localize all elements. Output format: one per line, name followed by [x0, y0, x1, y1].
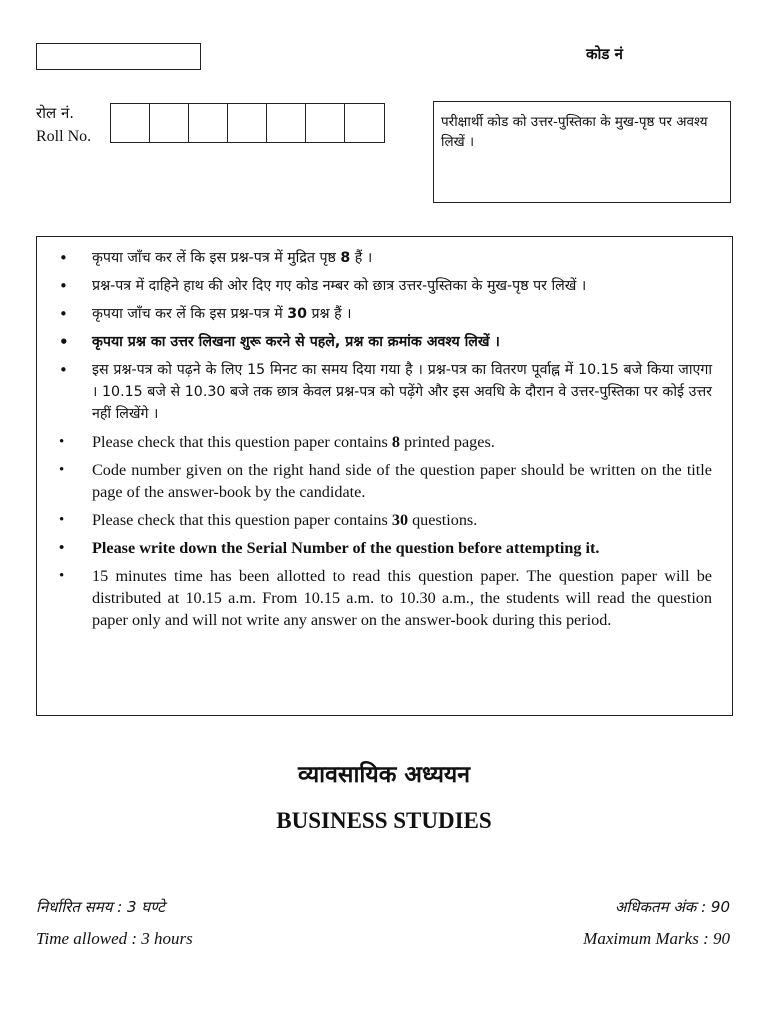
bullet-icon: • [59, 568, 65, 584]
roll-number-cell[interactable] [267, 104, 306, 142]
instruction-number: 8 [340, 250, 351, 266]
subject-title-hindi: व्यावसायिक अध्ययन [297, 762, 471, 788]
instruction-number: 30 [287, 306, 307, 322]
instruction-text: कृपया जाँच कर लें कि इस प्रश्न-पत्र में मुद्रित पृष्ठ [92, 250, 341, 266]
instruction-text: कृपया प्रश्न का उत्तर लिखना शुरू करने से पहले, प्रश्न का क्रमांक अवश्य लिखें । [92, 334, 500, 350]
instruction-item [59, 431, 712, 453]
instruction-text: Please write down the Serial Number of the question before attempting it. [92, 539, 600, 557]
roll-number-cell[interactable] [111, 104, 150, 142]
instruction-item [59, 565, 712, 631]
instruction-text-end: questions. [408, 511, 478, 529]
bullet-icon: • [59, 249, 68, 267]
subject-title-english: BUSINESS STUDIES [276, 808, 492, 833]
bullet-icon: • [59, 305, 68, 323]
instruction-item [59, 359, 712, 425]
maximum-marks-hindi: अधिकतम अंक : 90 [614, 898, 730, 916]
instruction-text: कृपया जाँच कर लें कि इस प्रश्न-पत्र में [92, 306, 288, 322]
roll-number-cell[interactable] [228, 104, 267, 142]
instructions-list [59, 247, 712, 631]
bullet-icon: • [59, 333, 69, 351]
instruction-text: इस प्रश्न-पत्र को पढ़ने के लिए 15 मिनट का समय दिया गया है । प्रश्न-पत्र का वितरण पूर्वाह्न में 10.15 बजे किया जाएगा । 10.15 बजे से 10.30 बजे तक छात्र केवल प्रश्न-पत्र को पढ़ेंगे और इस अवधि के दौरान वे उत्तर-पुस्तिका पर कोई उत्तर नहीं लिखेंगे । [92, 362, 712, 422]
roll-number-grid[interactable] [110, 103, 385, 143]
instructions-box [36, 236, 733, 716]
instruction-text: Code number given on the right hand side of the question paper should be written on the title page of the answer-book by the candidate. [92, 461, 712, 501]
instruction-item [59, 247, 712, 269]
instruction-item [59, 459, 712, 503]
instruction-number: 30 [391, 511, 409, 529]
instruction-number: 8 [391, 433, 400, 451]
roll-number-cell[interactable] [189, 104, 228, 142]
instruction-text: 15 minutes time has been allotted to read this question paper. The question paper will be distributed at 10.15 a.m. From 10.15 a.m. to 10.30 a.m., the students will read the question paper only and will not write any answer on the answer-book during this period. [92, 567, 712, 629]
instruction-text: Please check that this question paper contains [92, 433, 392, 451]
maximum-marks-english: Maximum Marks : 90 [583, 929, 730, 948]
bullet-icon: • [59, 361, 68, 379]
instruction-item [59, 303, 712, 325]
code-number-box [36, 43, 201, 70]
time-allowed-english: Time allowed : 3 hours [36, 929, 193, 948]
instruction-item [59, 537, 712, 559]
bullet-icon: • [59, 277, 68, 295]
candidate-code-notice: परीक्षार्थी कोड को उत्तर-पुस्तिका के मुख-पृष्ठ पर अवश्य लिखें । [433, 101, 731, 203]
instruction-text-end: हैं । [350, 250, 373, 266]
instruction-item [59, 275, 712, 297]
bullet-icon: • [59, 462, 65, 478]
code-number-label: कोड नं [586, 45, 623, 63]
bullet-icon: • [59, 434, 65, 450]
instruction-text-end: प्रश्न हैं । [306, 306, 352, 322]
instruction-text: प्रश्न-पत्र में दाहिने हाथ की ओर दिए गए कोड नम्बर को छात्र उत्तर-पुस्तिका के मुख-पृष्ठ पर लिखें । [92, 278, 587, 294]
instruction-item [59, 331, 712, 353]
roll-number-label-hindi: रोल नं. [36, 104, 75, 122]
roll-number-label-english: Roll No. [36, 128, 92, 145]
roll-number-cell[interactable] [306, 104, 345, 142]
roll-number-cell[interactable] [150, 104, 189, 142]
instruction-item [59, 509, 712, 531]
roll-number-cell[interactable] [345, 104, 384, 142]
time-allowed-hindi: निर्धारित समय : 3 घण्टे [36, 898, 165, 916]
instruction-text-end: printed pages. [399, 433, 495, 451]
bullet-icon: • [59, 540, 65, 556]
instruction-text: Please check that this question paper contains [92, 511, 392, 529]
bullet-icon: • [59, 512, 65, 528]
